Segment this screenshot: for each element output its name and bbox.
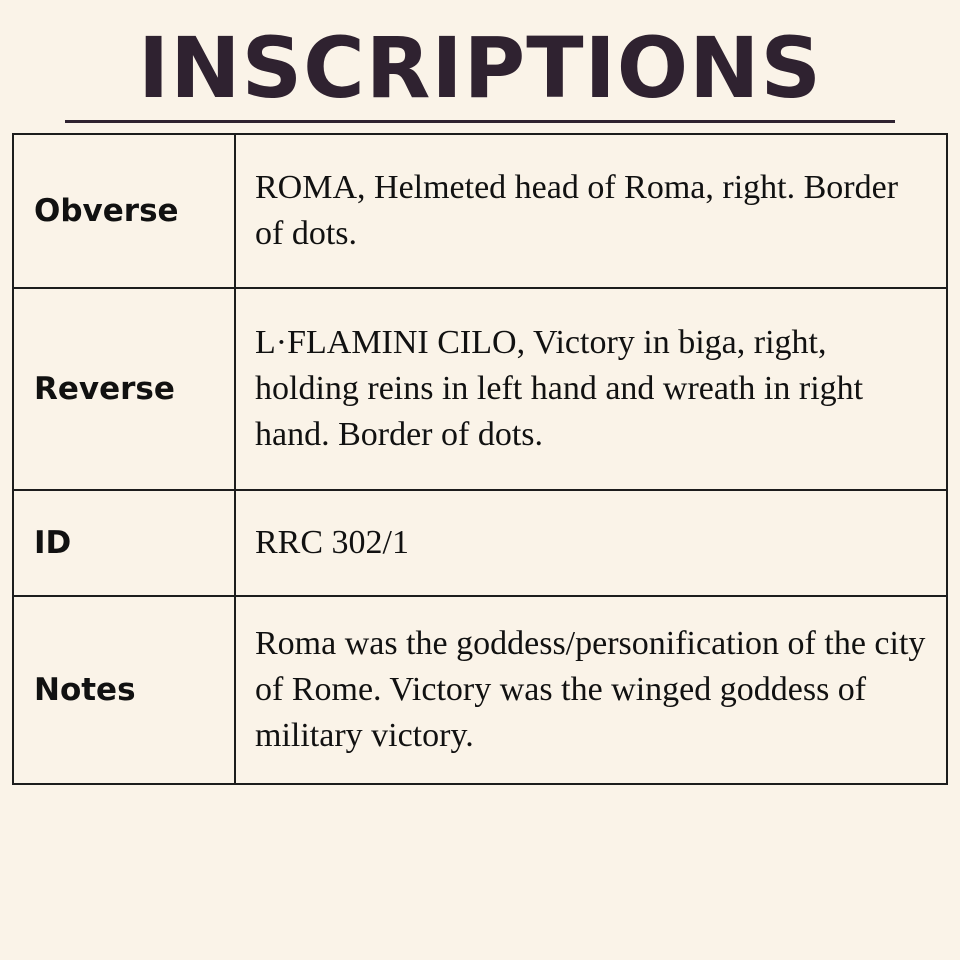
row-label-obverse: Obverse (13, 134, 235, 288)
table-row-reverse (13, 288, 947, 490)
row-value-notes: Roma was the goddess/personification of the city of Rome. Victory was the winged goddess of military victory. (235, 596, 947, 784)
title-divider (65, 120, 895, 123)
row-label-notes: Notes (13, 596, 235, 784)
row-label-id: ID (13, 490, 235, 596)
inscriptions-table (12, 133, 948, 785)
table-row-id (13, 490, 947, 596)
row-value-reverse: L·FLAMINI CILO, Victory in biga, right, holding reins in left hand and wreath in right hand. Border of dots. (235, 288, 947, 490)
row-value-id: RRC 302/1 (235, 490, 947, 596)
table-row-obverse (13, 134, 947, 288)
row-value-obverse: ROMA, Helmeted head of Roma, right. Border of dots. (235, 134, 947, 288)
page-title: INSCRIPTIONS (138, 19, 822, 117)
row-label-reverse: Reverse (13, 288, 235, 490)
table-row-notes (13, 596, 947, 784)
